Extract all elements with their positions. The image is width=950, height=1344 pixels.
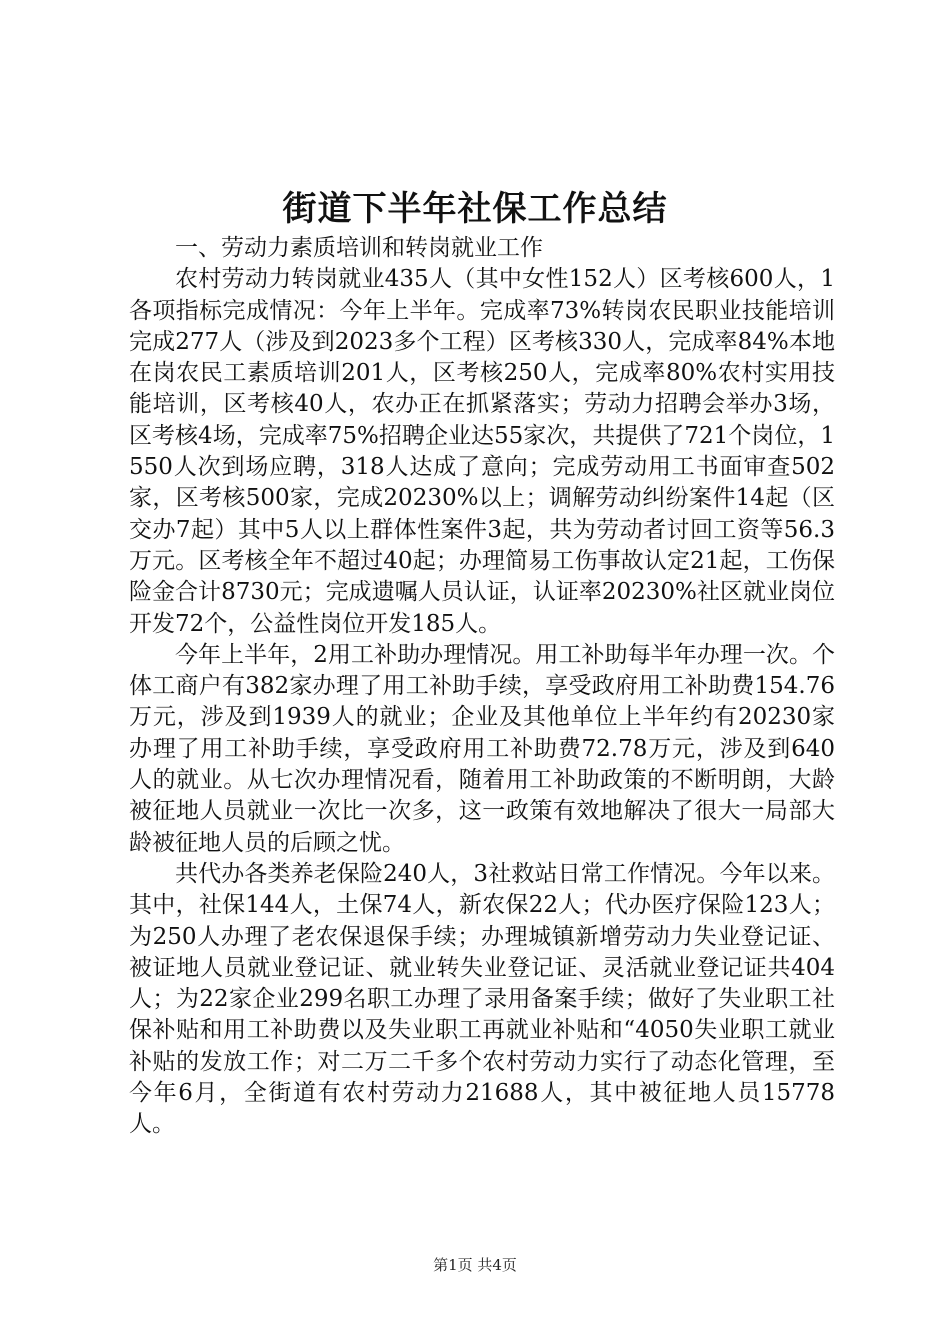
section-heading: 一、劳动力素质培训和转岗就业工作 (175, 235, 543, 261)
paragraph: 今年上半年，2用工补助办理情况。用工补助每半年办理一次。个体工商户有382家办理了用工补助手续，享受政府用工补助费154.76万元，涉及到1939人的就业；企业及其他单位上半年约有20230家办理了用工补助手续，享受政府用工补助费72.78万元，涉及到640人的就业。从七次办理情况看，随着用工补助政策的不断明朗，大龄被征地人员就业一次比一次多，这一政策有效地解决了很大一局部大龄被征地人员的后顾之忧。 (129, 641, 835, 856)
paragraph: 农村劳动力转岗就业435人（其中女性152人）区考核600人，1各项指标完成情况：今年上半年。完成率73%转岗农民职业技能培训完成277人（涉及到2023多个工程）区考核330人，完成率84%本地在岗农民工素质培训201人，区考核250人，完成率80%农村实用技能培训，区考核40人，农办正在抓紧落实；劳动力招聘会举办3场，区考核4场，完成率75%招聘企业达55家次，共提供了721个岗位，1550人次到场应聘，318人达成了意向；完成劳动用工书面审查502家，区考核500家，完成20230%以上；调解劳动纠纷案件14起（区交办7起）其中5人以上群体性案件3起，共为劳动者讨回工资等56.3万元。区考核全年不超过40起；办理简易工伤事故认定21起，工伤保险金合计8730元；完成遗嘱人员认证，认证率20230%社区就业岗位开发72个，公益性岗位开发185人。 (129, 266, 835, 637)
document-title: 街道下半年社保工作总结 (282, 189, 668, 229)
document-body (129, 233, 835, 1141)
page-number-footer: 第1页 共4页 (433, 1256, 517, 1274)
paragraph: 共代办各类养老保险240人，3社救站日常工作情况。今年以来。其中，社保144人，土保74人，新农保22人；代办医疗保险123人；为250人办理了老农保退保手续；办理城镇新增劳动力失业登记证、被证地人员就业登记证、就业转失业登记证、灵活就业登记证共404人；为22家企业299名职工办理了录用备案手续；做好了失业职工社保补贴和用工补助费以及失业职工再就业补贴和“4050失业职工就业补贴的发放工作；对二万二千多个农村劳动力实行了动态化管理，至今年6月，全街道有农村劳动力21688人，其中被征地人员15778人。 (129, 860, 835, 1138)
